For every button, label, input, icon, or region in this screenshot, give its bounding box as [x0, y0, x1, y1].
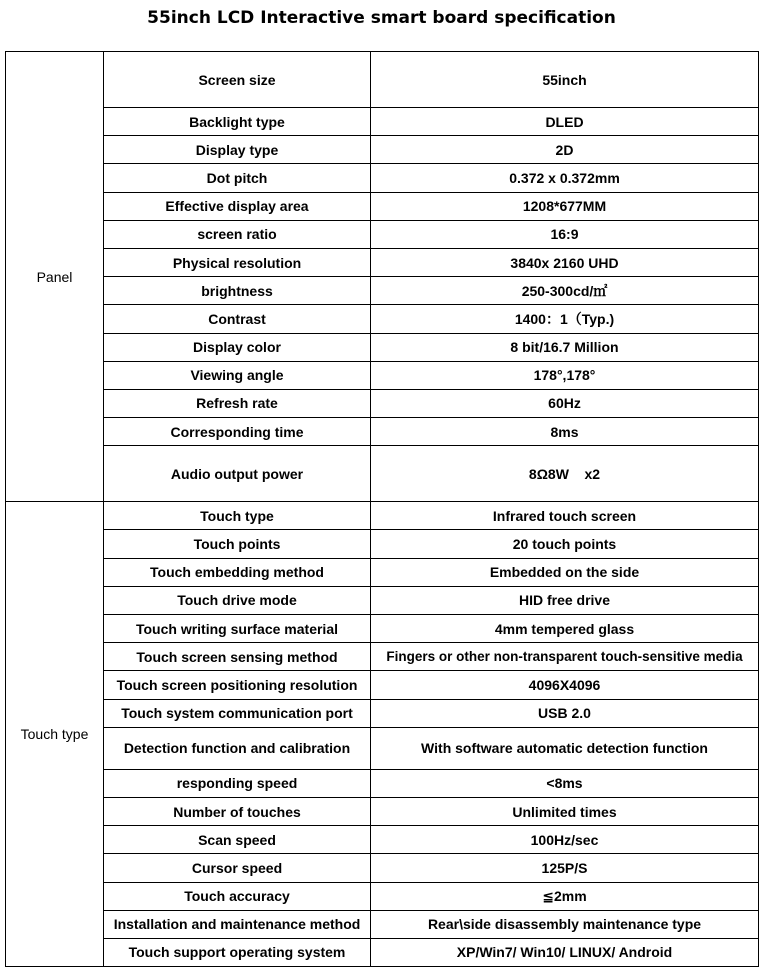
table-row [6, 854, 759, 882]
table-row [6, 277, 759, 305]
table-row [6, 248, 759, 276]
table-row [6, 136, 759, 164]
spec-label: Touch screen sensing method [104, 643, 371, 671]
page-title: 55inch LCD Interactive smart board specification [147, 8, 616, 28]
spec-label: Effective display area [104, 192, 371, 220]
spec-table [5, 51, 759, 967]
spec-label: Refresh rate [104, 389, 371, 417]
table-row [6, 558, 759, 586]
spec-label: Corresponding time [104, 418, 371, 446]
table-row [6, 826, 759, 854]
spec-value: 4096X4096 [371, 671, 759, 699]
spec-label: Display color [104, 333, 371, 361]
spec-label: Touch system communication port [104, 699, 371, 727]
spec-value: Fingers or other non-transparent touch-sensitive media [371, 643, 759, 671]
spec-label: Touch support operating system [104, 938, 371, 966]
spec-value: 250-300cd/㎡ [371, 277, 759, 305]
spec-label: responding speed [104, 769, 371, 797]
table-row [6, 361, 759, 389]
spec-label: Display type [104, 136, 371, 164]
spec-label: Touch points [104, 530, 371, 558]
spec-value: Unlimited times [371, 797, 759, 825]
table-row [6, 615, 759, 643]
spec-label: Viewing angle [104, 361, 371, 389]
table-row [6, 192, 759, 220]
spec-label: Scan speed [104, 826, 371, 854]
table-row [6, 769, 759, 797]
spec-label: Touch type [104, 502, 371, 530]
spec-label: Audio output power [104, 446, 371, 502]
table-row [6, 530, 759, 558]
spec-label: Screen size [104, 52, 371, 108]
spec-value: 55inch [371, 52, 759, 108]
spec-label: Number of touches [104, 797, 371, 825]
spec-label: Touch accuracy [104, 882, 371, 910]
spec-value: Embedded on the side [371, 558, 759, 586]
spec-label: Installation and maintenance method [104, 910, 371, 938]
spec-value: HID free drive [371, 586, 759, 614]
spec-value: 0.372 x 0.372mm [371, 164, 759, 192]
category-panel: Panel [6, 52, 104, 502]
spec-value: XP/Win7/ Win10/ LINUX/ Android [371, 938, 759, 966]
spec-value: 2D [371, 136, 759, 164]
table-row [6, 220, 759, 248]
table-row [6, 797, 759, 825]
spec-value: 125P/S [371, 854, 759, 882]
table-row [6, 586, 759, 614]
table-row [6, 418, 759, 446]
spec-value: DLED [371, 108, 759, 136]
spec-value: 8 bit/16.7 Million [371, 333, 759, 361]
spec-value: USB 2.0 [371, 699, 759, 727]
spec-label: Backlight type [104, 108, 371, 136]
table-row [6, 727, 759, 769]
spec-value: 20 touch points [371, 530, 759, 558]
table-row [6, 52, 759, 108]
spec-value: With software automatic detection function [371, 727, 759, 769]
table-row [6, 938, 759, 966]
table-row [6, 333, 759, 361]
spec-value: 3840x 2160 UHD [371, 248, 759, 276]
spec-label: Touch screen positioning resolution [104, 671, 371, 699]
spec-label: Touch embedding method [104, 558, 371, 586]
spec-value: <8ms [371, 769, 759, 797]
spec-label: brightness [104, 277, 371, 305]
spec-label: Detection function and calibration [104, 727, 371, 769]
table-row [6, 699, 759, 727]
table-row [6, 910, 759, 938]
spec-value: 60Hz [371, 389, 759, 417]
table-row [6, 164, 759, 192]
spec-value: 8ms [371, 418, 759, 446]
spec-value: 8Ω8W x2 [371, 446, 759, 502]
spec-value: 1208*677MM [371, 192, 759, 220]
spec-value: ≦2mm [371, 882, 759, 910]
spec-label: Contrast [104, 305, 371, 333]
table-row [6, 882, 759, 910]
table-row [6, 108, 759, 136]
spec-label: Physical resolution [104, 248, 371, 276]
table-row [6, 502, 759, 530]
spec-label: Cursor speed [104, 854, 371, 882]
spec-value: 4mm tempered glass [371, 615, 759, 643]
category-touch-type: Touch type [6, 502, 104, 967]
spec-value: 100Hz/sec [371, 826, 759, 854]
table-row [6, 389, 759, 417]
table-row [6, 671, 759, 699]
table-row [6, 643, 759, 671]
spec-value: 1400：1（Typ.) [371, 305, 759, 333]
spec-label: Touch drive mode [104, 586, 371, 614]
table-row [6, 305, 759, 333]
spec-label: Dot pitch [104, 164, 371, 192]
spec-label: screen ratio [104, 220, 371, 248]
spec-value: 16:9 [371, 220, 759, 248]
spec-value: Infrared touch screen [371, 502, 759, 530]
spec-value: Rear\side disassembly maintenance type [371, 910, 759, 938]
spec-label: Touch writing surface material [104, 615, 371, 643]
table-row [6, 446, 759, 502]
spec-value: 178°,178° [371, 361, 759, 389]
